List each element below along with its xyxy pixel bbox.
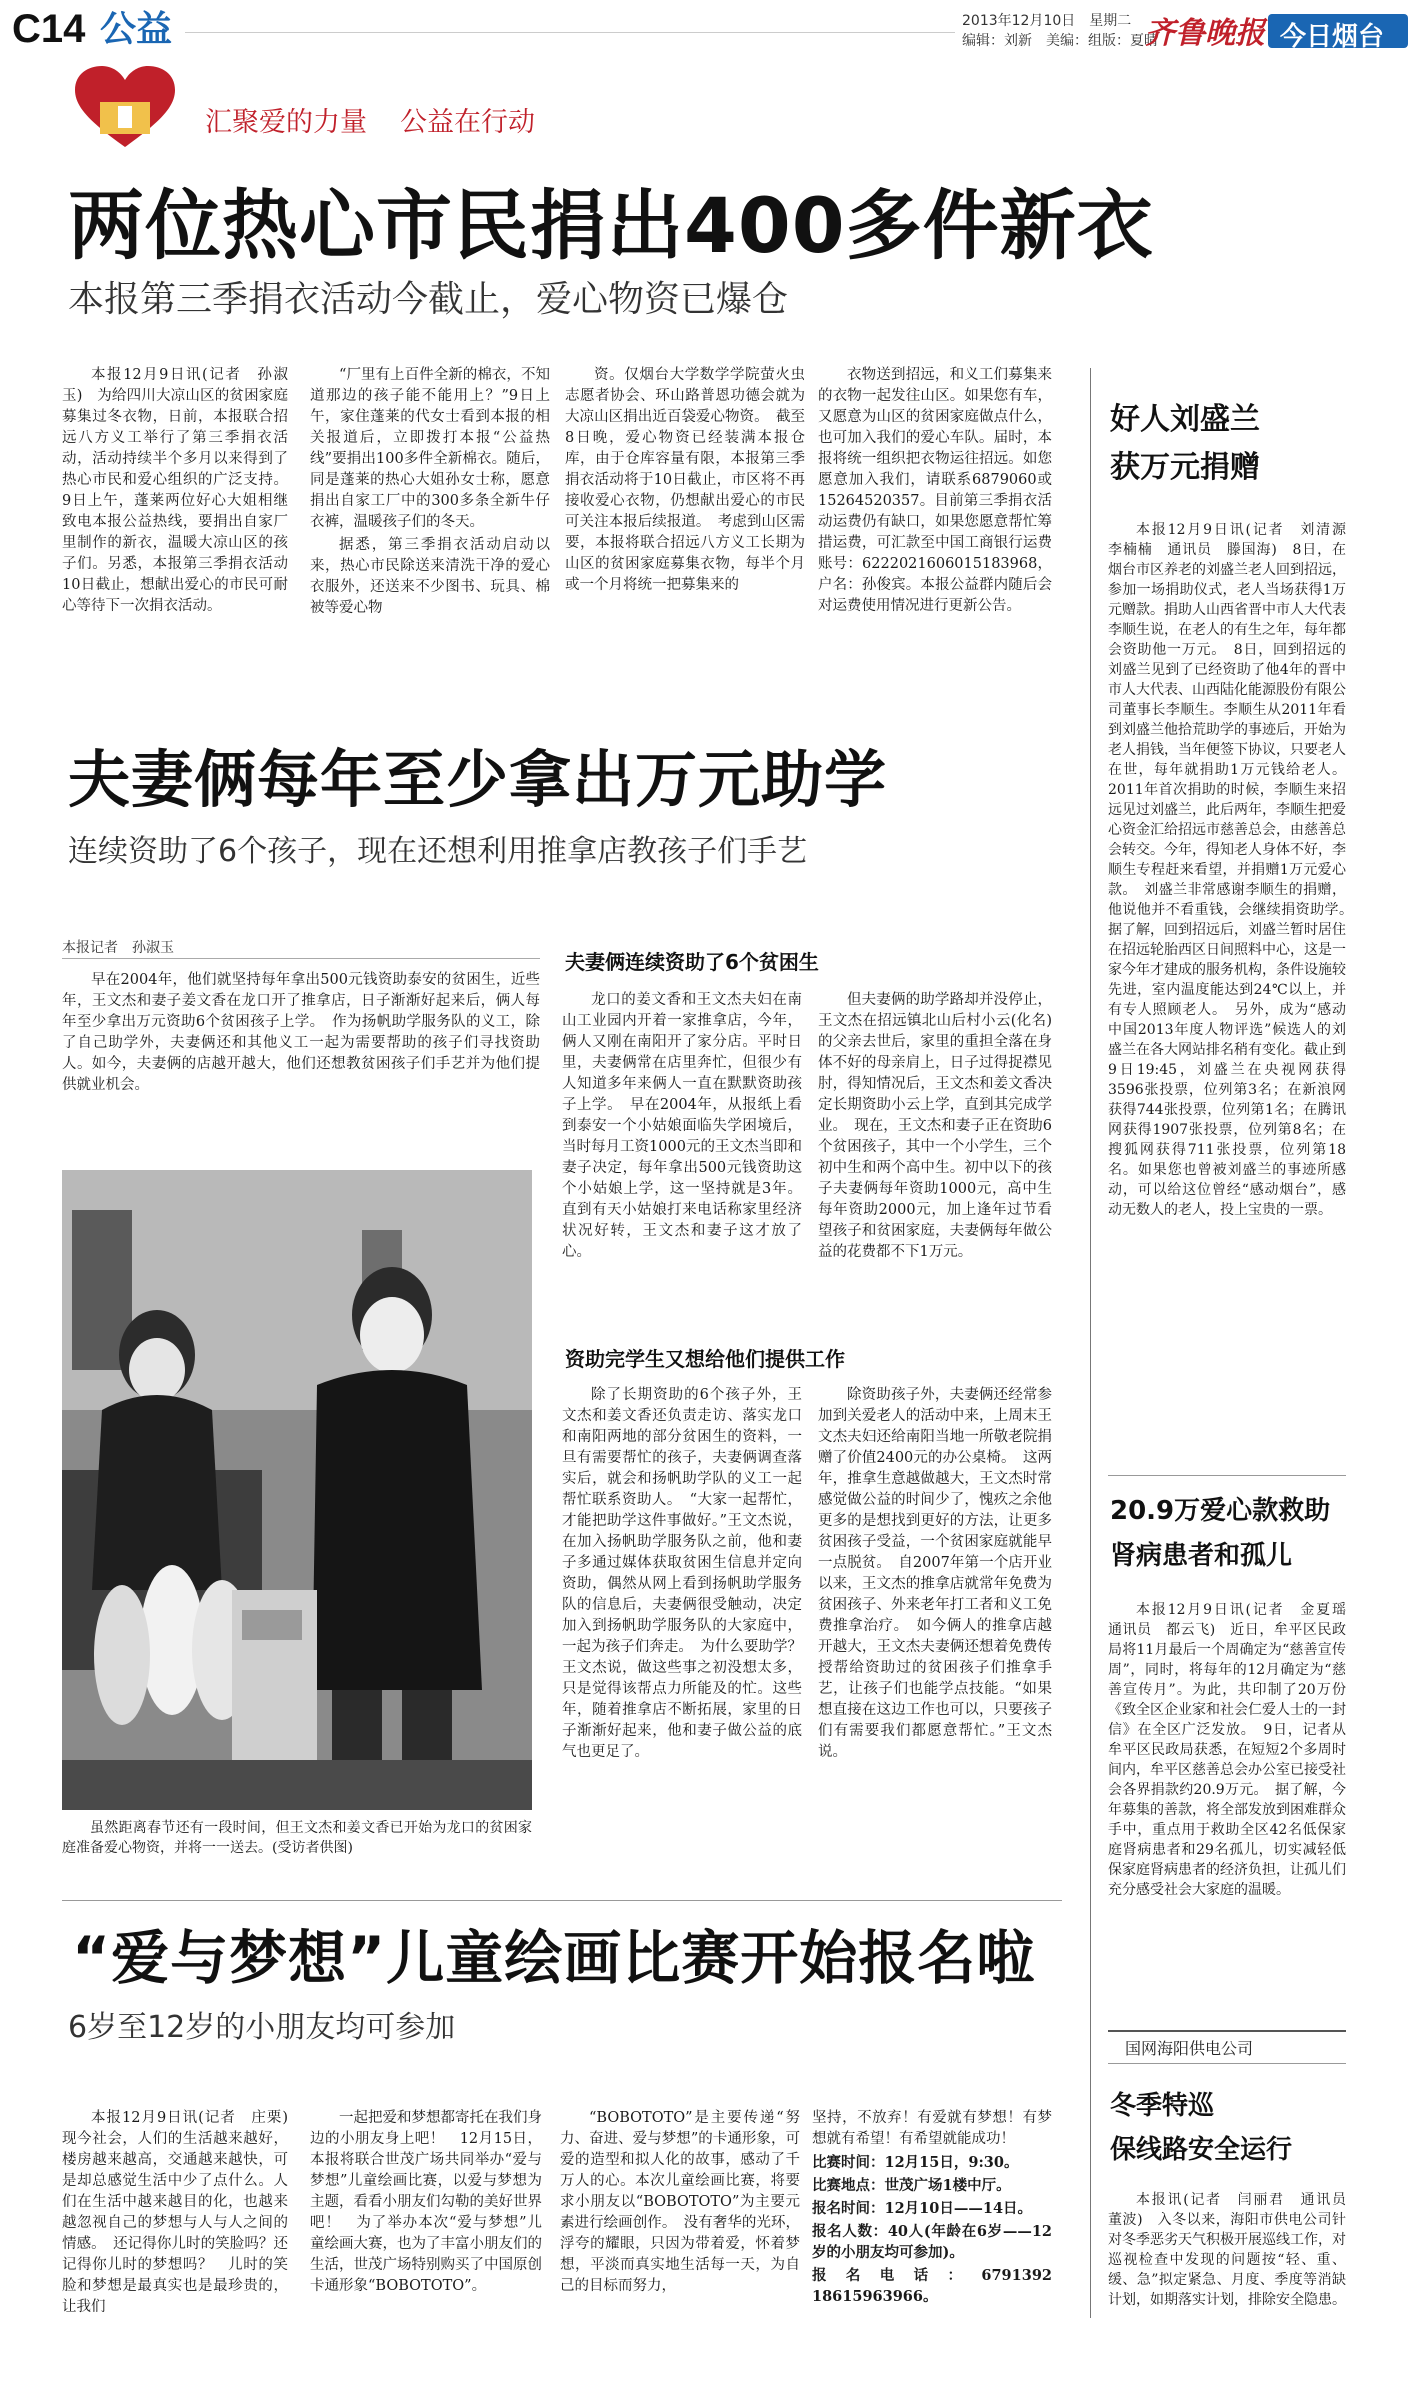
article3-col3 — [560, 2108, 800, 2299]
article1-col1 — [62, 365, 288, 619]
sidebar3-text: 本报讯(记者 闫丽君 通讯员 董波) 入冬以来，海阳市供电公司针对冬季恶劣天气积极开展巡线工作，对巡视检查中发现的问题按“轻、重、缓、急”拟定紧急、月度、季度等消缺计划，如期落实计划，排除安全隐患。 — [1108, 2192, 1360, 2308]
article1-col4 — [818, 365, 1052, 619]
section-name: 公益 — [100, 9, 173, 50]
article2-photo-caption — [62, 1818, 532, 1860]
article3-info-time: 比赛时间：12月15日，9:30。 — [812, 2154, 1019, 2171]
article3-info-quota: 报名人数：40人(年龄在6岁——12岁的小朋友均可参加)。 — [812, 2223, 1052, 2261]
article3-info-phone: 报名电话：6791392 18615963966。 — [812, 2267, 1067, 2305]
paper-logo: 齐鲁晚报 — [1145, 16, 1265, 51]
article2-s2-col1-text: 除了长期资助的6个孩子外，王文杰和姜文香还负责走访、落实龙口和南阳两地的部分贫困生的资料，一旦有需要帮忙的孩子，夫妻俩调查落实后，就会和扬帆助学队的义工一起帮忙联系资助人。 “大家一起帮忙，才能把助学这件事做好。”王文杰说，在加入扬帆助学服务队之前，他和妻子多通过媒体获取贫困生信息并定向资助，偶然从网上看到扬帆助学服务队的信息后，夫妻俩很受触动，决定加入到扬帆助学服务队的大家庭中，一起为孩子们奔走。 为什么要助学？王文杰说，做这些事之初没想太多，只是觉得该帮点力所能及的忙。这些年，随着推拿店不断拓展，家里的日子渐渐好起来，他和妻子做公益的底气也更足了。 — [562, 1387, 802, 1760]
byline-rule — [62, 958, 540, 959]
article1-subhead: 本报第三季捐衣活动今截止，爱心物资已爆仓 — [68, 279, 789, 320]
article2-s2-col1 — [562, 1385, 802, 1765]
article2-s1-col2-text: 但夫妻俩的助学路却并没停止，王文杰在招远镇北山后村小云(化名)的父亲去世后，家里的重担全落在身体不好的母亲肩上，日子过得捉襟见肘，得知情况后，王文杰和姜文香决定长期资助小云上学，直到其完成学业。 现在，王文杰和妻子正在资助6个贫困孩子，其中一个小学生，三个初中生和两个高中生。初中以下的孩子夫妻俩每年资助1000元，高中生每年资助2000元，加上逢年过节看望孩子和贫困家庭，夫妻俩每年做公益的花费都不下1万元。 — [818, 992, 1052, 1260]
article2-s1-col1 — [562, 990, 802, 1265]
charity-heart-icon — [70, 62, 180, 152]
article1-col3-text: 资。仅烟台大学数学学院萤火虫志愿者协会、环山路普恩功德会就为大凉山区捐出近百袋爱心物资。 截至8日晚，爱心物资已经装满本报仓库，由于仓库容量有限，本报第三季捐衣活动将于10日截止，市区将不再接收爱心衣物，仍想献出爱心的市民可关注本报后续报道。 考虑到山区需要，本报将联合招远八方义工长期为山区的贫困家庭募集衣物，每半个月或一个月将统一把募集来的 — [565, 367, 805, 593]
article2-section-head-2: 资助完学生又想给他们提供工作 — [565, 1347, 845, 1371]
slogan-1: 汇聚爱的力量 — [205, 107, 367, 138]
article3-subhead: 6岁至12岁的小朋友均可参加 — [68, 2010, 456, 2045]
slogan-2: 公益在行动 — [400, 107, 535, 138]
sidebar2-body — [1108, 1600, 1360, 1902]
sidebar-rule — [1090, 368, 1091, 2318]
article2-s2-col2 — [818, 1385, 1052, 1765]
article1-headline: 两位热心市民捐出400多件新衣 — [68, 181, 1154, 270]
article2-s1-col2 — [818, 990, 1052, 1265]
sidebar-divider-1 — [1108, 1475, 1346, 1476]
article2-lead — [62, 970, 540, 1098]
sidebar2-headline-1: 20.9万爱心款救助 — [1110, 1496, 1331, 1526]
article2-headline: 夫妻俩每年至少拿出万元助学 — [68, 743, 888, 816]
article3-col3-text: “BOBOTOTO”是主要传递“努力、奋进、爱与梦想”的卡通形象，可爱的造型和拟人化的故事，感动了千万人的心。本次儿童绘画比赛，将要求小朋友以“BOBOTOTO”为主要元素进行绘画创作。 没有奢华的光环，浮夸的耀眼，只因为带着爱，怀着梦想，平淡而真实地生活每一天，为自己的目标而努力， — [560, 2110, 800, 2294]
sidebar1-headline-1: 好人刘盛兰 — [1110, 402, 1260, 437]
article2-section-head-1: 夫妻俩连续资助了6个贫困生 — [565, 950, 819, 974]
sidebar1-body — [1108, 520, 1360, 1222]
article3-col2 — [310, 2108, 542, 2299]
article1-col3 — [565, 365, 805, 598]
sidebar1-text: 本报12月9日讯(记者 刘清源 李楠楠 通讯员 滕国海) 8日，在烟台市区养老的刘盛兰老人回到招远，参加一场捐助仪式，老人当场获得1万元赠款。捐助人山西省晋中市人大代表李顺生说，在老人的有生之年，每年都会资助他一万元。 8日，回到招远的刘盛兰见到了已经资助了他4年的晋中市人大代表、山西陆化能源股份有限公司董事长李顺生。李顺生从2011年看到刘盛兰他拾荒助学的事迹后，开始为老人捐钱，当年便签下协议，只要老人在世，每年就捐助1万元钱给老人。2011年首次捐助的时候，李顺生来招远见过刘盛兰，此后两年，李顺生把爱心资金汇给招远市慈善总会，由慈善总会转交。今年，得知老人身体不好，李顺生专程赶来看望，并捐赠1万元爱心款。 刘盛兰非常感谢李顺生的捐赠，他说他并不看重钱，会继续捐资助学。 据了解，回到招远后，刘盛兰暂时居住在招远轮胎西区日间照料中心，这是一家今年才建成的服务机构，条件设施较先进，室内温度能达到24℃以上，并有专人照顾老人。 另外，成为“感动中国2013年度人物评选”候选人的刘盛兰在各大网站排名稍有变化。截止到9日19:45，刘盛兰在央视网获得3596张投票，位列第3名；在新浪网获得744张投票，位列第1名；在腾讯网获得1907张投票，位列第8名；在搜狐网获得711张投票，位列第18名。如果您也曾被刘盛兰的事迹所感动，可以给这位曾经“感动烟台”，感动无数人的老人，投上宝贵的一票。 — [1108, 522, 1360, 1218]
article3-col1 — [62, 2108, 303, 2320]
article3-col4-text: 坚持，不放弃！有爱就有梦想！有梦想就有希望！有希望就能成功！ — [812, 2110, 1052, 2147]
sidebar1-headline-2: 获万元捐赠 — [1110, 450, 1260, 485]
sidebar2-text: 本报12月9日讯(记者 金夏瑶 通讯员 都云飞) 近日，牟平区民政局将11月最后一个周确定为“慈善宣传周”，同时，将每年的12月确定为“慈善宣传月”。为此，共印制了20万份《致全区企业家和社会仁爱人士的一封信》在全区广泛发放。 9日，记者从牟平区民政局获悉，在短短2个多周时间内，牟平区慈善总会办公室已接受社会各界捐款约20.9万元。 据了解，今年募集的善款，将全部发放到困难群众手中，重点用于救助全区42名低保家庭肾病患者和29名孤儿，切实减轻低保家庭肾病患者的经济负担，让孤儿们充分感受社会大家庭的温暖。 — [1108, 1602, 1360, 1898]
date-line: 2013年12月10日 星期二 — [962, 13, 1132, 29]
sidebar2-headline-2: 肾病患者和孤儿 — [1110, 1541, 1293, 1571]
masthead — [0, 0, 1417, 62]
article3-col1-text: 本报12月9日讯(记者 庄栗) 现今社会，人们的生活越来越好，楼房越来越高，交通越来越快，可是却总感觉生活中少了点什么。人们在生活中越来越目的化，也越来越忽视自己的梦想与人与人之间的情感。 还记得你儿时的笑脸吗？还记得你儿时的梦想吗？ 儿时的笑脸和梦想是最真实也是最珍贵的，让我们 — [62, 2110, 303, 2315]
sidebar3-headline-2: 保线路安全运行 — [1110, 2135, 1293, 2165]
article1-col2 — [310, 365, 550, 621]
article2-photo — [62, 1170, 532, 1810]
article3-info-place: 比赛地点：世茂广场1楼中厅。 — [812, 2177, 1011, 2194]
sidebar3-sponsor: 国网海阳供电公司 — [1125, 2039, 1254, 2058]
masthead-rule — [185, 32, 955, 33]
sidebar3-body — [1108, 2190, 1360, 2312]
article1-col2b-text: 据悉，第三季捐衣活动启动以来，热心市民除送来清洗干净的爱心衣服外，还送来不少图书、玩具、棉被等爱心物 — [310, 537, 550, 616]
editors-line: 编辑：刘新 美编：组版：夏晴 — [962, 33, 1158, 49]
article1-col1-text: 本报12月9日讯(记者 孙淑玉) 为给四川大凉山区的贫困家庭募集过冬衣物，日前，本报联合招远八方义工举行了第三季捐衣活动，活动持续半个多月以来得到了热心市民和爱心组织的广泛支持。9日上午，蓬莱两位好心大姐相继致电本报公益热线，要捐出自家厂里制作的新衣，温暖大凉山区的孩子们。另悉，本报第三季捐衣活动10日截止，想献出爱心的市民可耐心等待下一次捐衣活动。 — [62, 367, 288, 614]
article2-s1-col1-text: 龙口的姜文香和王文杰夫妇在南山工业园内开着一家推拿店，今年，俩人又刚在南阳开了家分店。平时日里，夫妻俩常在店里奔忙，但很少有人知道多年来俩人一直在默默资助孩子上学。 早在2004年，从报纸上看到泰安一个小姑娘面临失学困境后，当时每月工资1000元的王文杰当即和妻子决定，每年拿出500元钱资助这个小姑娘上学，这一坚持就是3年。直到有天小姑娘打来电话称家里经济状况好转，王文杰和妻子这才放了心。 — [562, 992, 802, 1260]
article2-byline: 本报记者 孙淑玉 — [62, 940, 174, 956]
article2-photo-caption-text: 虽然距离春节还有一段时间，但王文杰和姜文香已开始为龙口的贫困家庭准备爱心物资，并将一一送去。(受访者供图) — [62, 1820, 532, 1856]
article2-s2-col2-text: 除资助孩子外，夫妻俩还经常参加到关爱老人的活动中来，上周末王文杰夫妇还给南阳当地一所敬老院捐赠了价值2400元的办公桌椅。 这两年，推拿生意越做越大，王文杰时常感觉做公益的时间少了，愧疚之余他更多的是想找到更好的方法，让更多贫困孩子受益，一个贫困家庭就能早一点脱贫。 自2007年第一个店开业以来，王文杰的推拿店就常年免费为贫困孩子、外来老年打工者和义工免费推拿治疗。 如今俩人的推拿店越开越大，王文杰夫妻俩还想着免费传授帮给资助过的贫困孩子们推拿手艺，让孩子们也能学点技能。“如果想直接在这边工作也可以，只要孩子们有需要我们都愿意帮忙。”王文杰说。 — [818, 1387, 1052, 1760]
article3-col2-text: 一起把爱和梦想都寄托在我们身边的小朋友身上吧！ 12月15日，本报将联合世茂广场共同举办“爱与梦想”儿童绘画比赛，以爱与梦想为主题，看看小朋友们勾勒的美好世界吧！ 为了举办本次“爱与梦想”儿童绘画大赛，也为了丰富小朋友们的生活，世茂广场特别购买了中国原创卡通形象“BOBOTOTO”。 — [310, 2110, 542, 2294]
edition-name: 今日烟台 — [1280, 22, 1385, 52]
article3-headline: “爱与梦想”儿童绘画比赛开始报名啦 — [72, 1924, 1036, 1992]
article2-subhead: 连续资助了6个孩子，现在还想利用推拿店教孩子们手艺 — [68, 834, 808, 869]
article3-info-signup: 报名时间：12月10日——14日。 — [812, 2200, 1033, 2217]
article1-col2a-text: “厂里有上百件全新的棉衣，不知道那边的孩子能不能用上？”9日上午，家住蓬莱的代女士看到本报的相关报道后，立即拨打本报“公益热线”要捐出100多件全新棉衣。随后，同是蓬莱的热心大姐孙女士称，愿意捐出自家工厂中的300多条全新牛仔衣裤，温暖孩子们的冬天。 — [310, 367, 550, 530]
article3-col4 — [812, 2108, 1067, 2309]
page-number: C14 — [12, 7, 86, 51]
sidebar3-headline-1: 冬季特巡 — [1110, 2091, 1215, 2121]
article1-col4-text: 衣物送到招远，和义工们募集来的衣物一起发往山区。如果您有车，又愿意为山区的贫困家庭做点什么，也可加入我们的爱心车队。届时，本报将统一组织把衣物运往招远。如您愿意加入我们，请联系6879060或15264520357。目前第三季捐衣活动运费仍有缺口，如果您愿意帮忙筹措运费，可汇款至中国工商银行运费账号：6222021606015183968，户名：孙俊宾。本报公益群内随后会对运费使用情况进行更新公告。 — [818, 367, 1052, 614]
article2-lead-text: 早在2004年，他们就坚持每年拿出500元钱资助泰安的贫困生，近些年，王文杰和妻子姜文香在龙口开了推拿店，日子渐渐好起来后，俩人每年至少拿出万元资助6个贫困孩子上学。 作为扬帆助学服务队的义工，除了自己助学外，夫妻俩还和其他义工一起为需要帮助的孩子们寻找资助人。如今，夫妻俩的店越开越大，他们还想教贫困孩子们手艺并为他们提供就业机会。 — [62, 972, 540, 1093]
article2-bottom-rule — [62, 1900, 1062, 1901]
